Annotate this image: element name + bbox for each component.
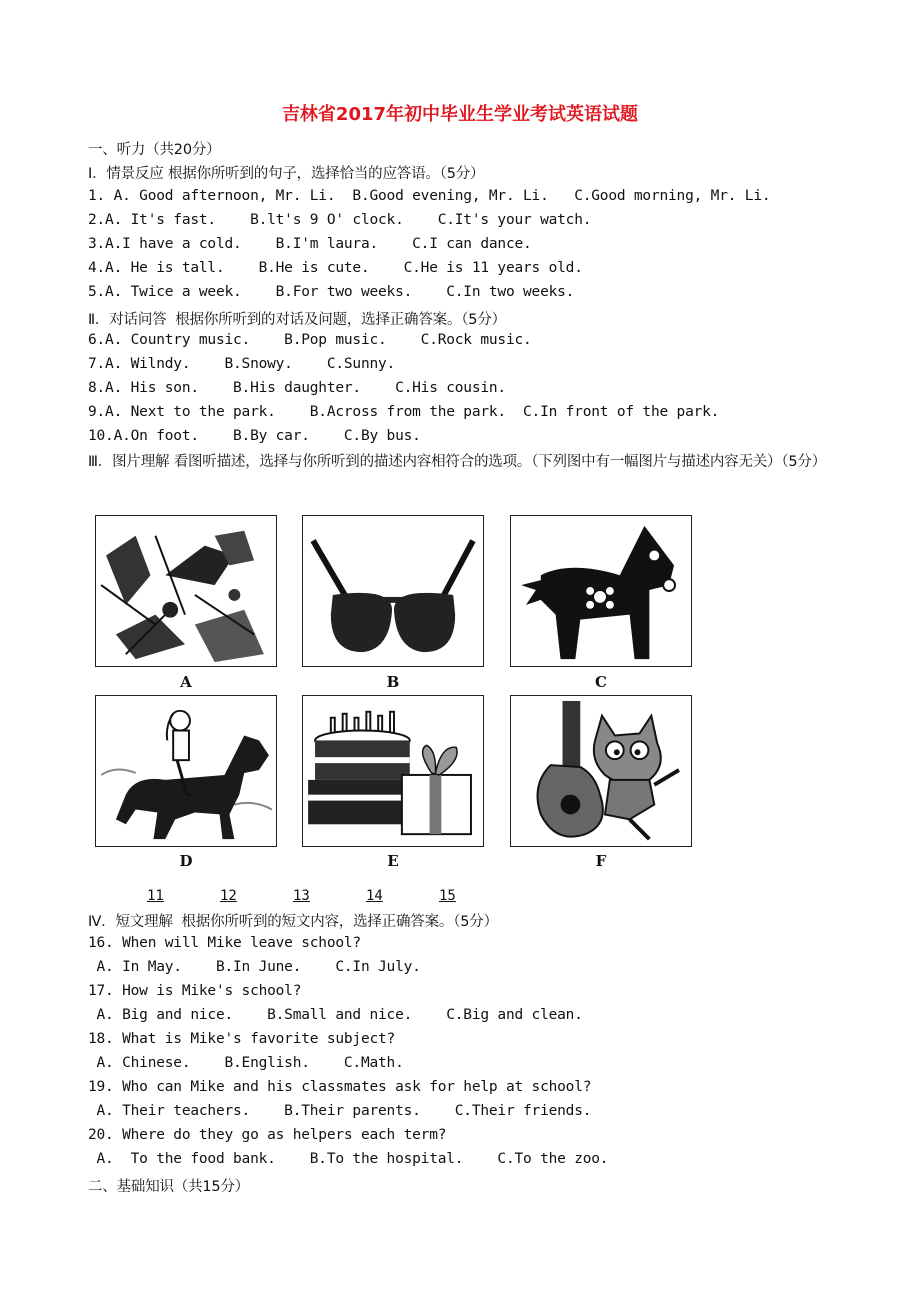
- answer-options-20: A. To the food bank. B.To the hospital. C.To the zoo.: [88, 1151, 609, 1167]
- picture-a: [95, 515, 277, 667]
- part-heading-1: I．情景反应 根据你所听到的句子，选择恰当的应答语。（5分）: [88, 166, 485, 182]
- picture-f: [510, 695, 692, 847]
- question-2: 2.A. It's fast. B.lt's 9 O' clock. C.It's your watch.: [88, 212, 592, 228]
- page-title: 吉林省2017年初中毕业生学业考试英语试题: [281, 104, 639, 125]
- question-20: 20. Where do they go as helpers each term?: [88, 1127, 447, 1143]
- answer-blank-11[interactable]: 11: [147, 888, 164, 904]
- part-heading-3: Ⅲ．图片理解 看图听描述，选择与你所听到的描述内容相符合的选项。（下列图中有一幅图片与描述内容无关）（5分）: [88, 454, 827, 470]
- picture-d: [95, 695, 277, 847]
- picture-e: [302, 695, 484, 847]
- birthday-cake-gift-picture-icon: [303, 696, 483, 846]
- question-4: 4.A. He is tall. B.He is cute. C.He is 11 years old.: [88, 260, 583, 276]
- question-8: 8.A. His son. B.His daughter. C.His cousin.: [88, 380, 506, 396]
- picture-label-c: C: [595, 673, 607, 691]
- picture-c: [510, 515, 692, 667]
- picture-label-a: A: [180, 673, 192, 691]
- answer-options-19: A. Their teachers. B.Their parents. C.Their friends.: [88, 1103, 592, 1119]
- question-6: 6.A. Country music. B.Pop music. C.Rock music.: [88, 332, 532, 348]
- picture-b: [302, 515, 484, 667]
- answer-options-18: A. Chinese. B.English. C.Math.: [88, 1055, 404, 1071]
- answer-blank-15[interactable]: 15: [439, 888, 456, 904]
- question-9: 9.A. Next to the park. B.Across from the park. C.In front of the park.: [88, 404, 720, 420]
- sunglasses-picture-icon: [303, 516, 483, 666]
- dog-picture-icon: [511, 516, 691, 666]
- question-7: 7.A. Wilndy. B.Snowy. C.Sunny.: [88, 356, 396, 372]
- question-17: 17. How is Mike's school?: [88, 983, 302, 999]
- explosion-picture-icon: [96, 516, 276, 666]
- section-heading-basics: 二、基础知识（共15分）: [88, 1179, 250, 1195]
- answer-blank-13[interactable]: 13: [293, 888, 310, 904]
- picture-label-d: D: [179, 852, 193, 870]
- picture-label-b: B: [386, 673, 400, 691]
- part-heading-4: Ⅳ．短文理解 根据你所听到的短文内容，选择正确答案。（5分）: [88, 914, 498, 930]
- question-19: 19. Who can Mike and his classmates ask for help at school?: [88, 1079, 592, 1095]
- picture-label-f: F: [595, 852, 607, 870]
- question-3: 3.A.I have a cold. B.I'm laura. C.I can dance.: [88, 236, 532, 252]
- cat-guitar-picture-icon: [511, 696, 691, 846]
- girl-riding-horse-picture-icon: [96, 696, 276, 846]
- answer-options-17: A. Big and nice. B.Small and nice. C.Big and clean.: [88, 1007, 583, 1023]
- question-16: 16. When will Mike leave school?: [88, 935, 361, 951]
- section-heading-listening: 一、听力（共20分）: [88, 142, 221, 158]
- question-18: 18. What is Mike's favorite subject?: [88, 1031, 396, 1047]
- question-5: 5.A. Twice a week. B.For two weeks. C.In two weeks.: [88, 284, 575, 300]
- question-10: 10.A.On foot. B.By car. C.By bus.: [88, 428, 421, 444]
- picture-label-e: E: [387, 852, 399, 870]
- answer-blank-14[interactable]: 14: [366, 888, 383, 904]
- part-heading-2: Ⅱ．对话问答 根据你所听到的对话及问题，选择正确答案。（5分）: [88, 312, 506, 328]
- answer-options-16: A. In May. B.In June. C.In July.: [88, 959, 421, 975]
- question-1: 1. A. Good afternoon, Mr. Li. B.Good evening, Mr. Li. C.Good morning, Mr. Li.: [88, 188, 771, 204]
- answer-blank-12[interactable]: 12: [220, 888, 237, 904]
